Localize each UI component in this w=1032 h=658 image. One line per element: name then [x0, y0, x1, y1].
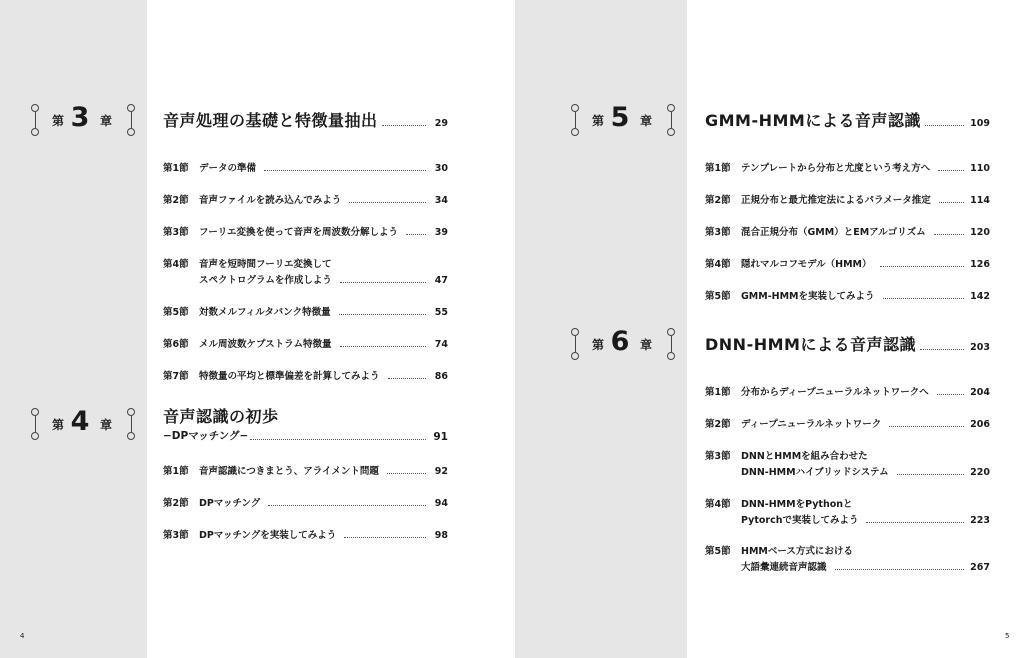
leader-dots	[939, 202, 964, 203]
chapter-number: 5	[610, 102, 630, 133]
section-title-line: スペクトログラムを作成しよう	[199, 275, 332, 286]
section-page: 114	[970, 195, 990, 206]
section-page: 92	[434, 466, 448, 477]
toc-section-row	[705, 416, 990, 430]
section-row-first-line	[705, 496, 990, 510]
leader-dots	[880, 266, 965, 267]
chapter-title-row	[163, 108, 448, 131]
left-bracket-icon	[570, 104, 580, 134]
chapter-mark	[30, 100, 140, 140]
section-title-line: DNN-HMMをPythonと	[741, 499, 853, 510]
toc-section-row	[163, 224, 448, 238]
leader-dots	[339, 314, 426, 315]
chapter-mark	[30, 404, 140, 444]
chapter-title: 音声処理の基礎と特徴量抽出	[163, 111, 378, 130]
toc-section-row	[163, 368, 448, 382]
section-label: 第5節	[705, 291, 731, 302]
section-title-line: 音声を短時間フーリエ変換して	[199, 259, 332, 270]
leader-dots	[897, 474, 965, 475]
leader-dots	[920, 349, 964, 350]
section-label: 第1節	[163, 163, 189, 174]
leader-dots	[340, 282, 426, 283]
section-page: 120	[970, 227, 990, 238]
toc-section-row	[705, 256, 990, 270]
section-label: 第2節	[705, 419, 731, 430]
chapter-suffix: 章	[640, 114, 653, 128]
leader-dots	[937, 394, 964, 395]
toc-section-row	[163, 463, 448, 477]
section-page: 94	[434, 498, 448, 509]
right-bracket-icon	[666, 328, 676, 358]
section-title: 特徴量の平均と標準偏差を計算してみよう	[199, 371, 380, 382]
section-page: 206	[970, 419, 990, 430]
toc-section-row	[163, 527, 448, 541]
leader-dots	[934, 234, 965, 235]
leader-dots	[344, 537, 426, 538]
section-page: 74	[434, 339, 448, 350]
section-page: 220	[970, 467, 990, 478]
chapter-number: 3	[70, 102, 90, 133]
toc-section-row	[705, 384, 990, 398]
leader-dots	[883, 298, 965, 299]
section-title: 対数メルフィルタバンク特徴量	[199, 307, 331, 318]
leader-dots	[349, 202, 426, 203]
chapter-prefix: 第	[52, 114, 65, 128]
right-bracket-icon	[666, 104, 676, 134]
section-label: 第5節	[705, 546, 731, 557]
section-page: 98	[434, 530, 448, 541]
chapter-prefix: 第	[52, 418, 65, 432]
toc-section-row	[163, 304, 448, 318]
toc-section-row	[163, 495, 448, 509]
chapter-subtitle-row	[163, 428, 448, 443]
chapter-title: DNN-HMMによる音声認識	[705, 335, 916, 354]
section-title: 音声認識につきまとう、アライメント問題	[199, 466, 379, 477]
right-bracket-icon	[126, 104, 136, 134]
section-label: 第1節	[705, 163, 731, 174]
leader-dots	[925, 125, 964, 126]
chapter-number: 6	[610, 326, 630, 357]
section-title: 混合正規分布（GMM）とEMアルゴリズム	[741, 227, 926, 238]
toc-section-row	[705, 160, 990, 174]
section-title: 正規分布と最尤推定法によるパラメータ推定	[741, 195, 931, 206]
section-label: 第6節	[163, 339, 189, 350]
section-title: テンプレートから分布と尤度という考え方へ	[741, 163, 931, 174]
toc-section-row	[741, 512, 990, 526]
section-label: 第2節	[163, 498, 189, 509]
section-title: 分布からディープニューラルネットワークへ	[741, 387, 929, 398]
leader-dots	[250, 439, 426, 440]
section-label: 第4節	[163, 259, 189, 270]
leader-dots	[387, 473, 426, 474]
chapter-subtitle: −DPマッチング−	[163, 430, 249, 442]
chapter-page: 29	[434, 118, 448, 129]
chapter-suffix: 章	[100, 114, 113, 128]
toc-section-row	[741, 464, 990, 478]
section-label: 第3節	[163, 530, 189, 541]
leader-dots	[264, 170, 426, 171]
toc-section-row	[163, 336, 448, 350]
toc-section-row	[741, 559, 990, 573]
chapter-mark	[570, 324, 680, 364]
section-label: 第3節	[163, 227, 189, 238]
right-bracket-icon	[126, 408, 136, 438]
left-page-number: 4	[20, 632, 25, 640]
toc-section-row	[705, 288, 990, 302]
section-label: 第1節	[705, 387, 731, 398]
leader-dots	[268, 505, 426, 506]
section-page: 34	[434, 195, 448, 206]
section-title: GMM-HMMを実装してみよう	[741, 291, 875, 302]
toc-section-row	[199, 272, 448, 286]
left-bracket-icon	[30, 408, 40, 438]
section-row-first-line	[705, 448, 990, 462]
section-label: 第1節	[163, 466, 189, 477]
section-label: 第2節	[163, 195, 189, 206]
chapter-prefix: 第	[592, 338, 605, 352]
section-page: 55	[434, 307, 448, 318]
chapter-page: 91	[433, 431, 448, 443]
section-title: ディープニューラルネットワーク	[741, 419, 882, 430]
section-label: 第5節	[163, 307, 189, 318]
section-title: 隠れマルコフモデル（HMM）	[741, 259, 872, 270]
leader-dots	[388, 378, 426, 379]
section-page: 47	[434, 275, 448, 286]
leader-dots	[866, 522, 964, 523]
section-page: 126	[970, 259, 990, 270]
leader-dots	[382, 125, 426, 126]
left-margin-band	[0, 0, 147, 658]
chapter-title-row	[705, 108, 990, 131]
leader-dots	[406, 234, 426, 235]
section-title-line: HMMベース方式における	[741, 546, 853, 557]
chapter-title-row	[705, 332, 990, 355]
section-page: 204	[970, 387, 990, 398]
section-label: 第4節	[705, 499, 731, 510]
section-page: 110	[970, 163, 990, 174]
section-label: 第4節	[705, 259, 731, 270]
leader-dots	[889, 426, 964, 427]
section-title-line: DNNとHMMを組み合わせた	[741, 451, 868, 462]
section-label: 第3節	[705, 451, 731, 462]
toc-section-row	[163, 192, 448, 206]
chapter-title: 音声認識の初歩	[163, 407, 279, 426]
toc-section-row	[705, 192, 990, 206]
section-label: 第7節	[163, 371, 189, 382]
section-page: 30	[434, 163, 448, 174]
leader-dots	[835, 569, 965, 570]
section-page: 223	[970, 515, 990, 526]
left-bracket-icon	[570, 328, 580, 358]
chapter-page: 109	[970, 118, 990, 129]
section-title: DPマッチングを実装してみよう	[199, 530, 337, 541]
section-page: 86	[434, 371, 448, 382]
section-row-first-line	[163, 256, 448, 270]
chapter-suffix: 章	[100, 418, 113, 432]
leader-dots	[340, 346, 426, 347]
section-title: メル周波数ケプストラム特徴量	[199, 339, 332, 350]
toc-section-row	[705, 224, 990, 238]
section-title-line: 大語彙連続音声認識	[741, 562, 827, 573]
right-page-number: 5	[1005, 632, 1010, 640]
chapter-number: 4	[70, 406, 90, 437]
section-page: 39	[434, 227, 448, 238]
section-row-first-line	[705, 543, 990, 557]
section-title-line: DNN-HMMハイブリッドシステム	[741, 467, 889, 478]
section-title: データの準備	[199, 163, 257, 174]
section-title: DPマッチング	[199, 498, 261, 509]
section-title: フーリエ変換を使って音声を周波数分解しよう	[199, 227, 399, 238]
chapter-title: GMM-HMMによる音声認識	[705, 111, 921, 130]
leader-dots	[938, 170, 964, 171]
section-page: 142	[970, 291, 990, 302]
chapter-prefix: 第	[592, 114, 605, 128]
section-title: 音声ファイルを読み込んでみよう	[199, 195, 342, 206]
section-title-line: Pytorchで実装してみよう	[741, 515, 859, 526]
section-page: 267	[970, 562, 990, 573]
chapter-suffix: 章	[640, 338, 653, 352]
left-bracket-icon	[30, 104, 40, 134]
toc-section-row	[163, 160, 448, 174]
section-label: 第2節	[705, 195, 731, 206]
section-label: 第3節	[705, 227, 731, 238]
chapter-page: 203	[970, 342, 990, 353]
chapter-mark	[570, 100, 680, 140]
